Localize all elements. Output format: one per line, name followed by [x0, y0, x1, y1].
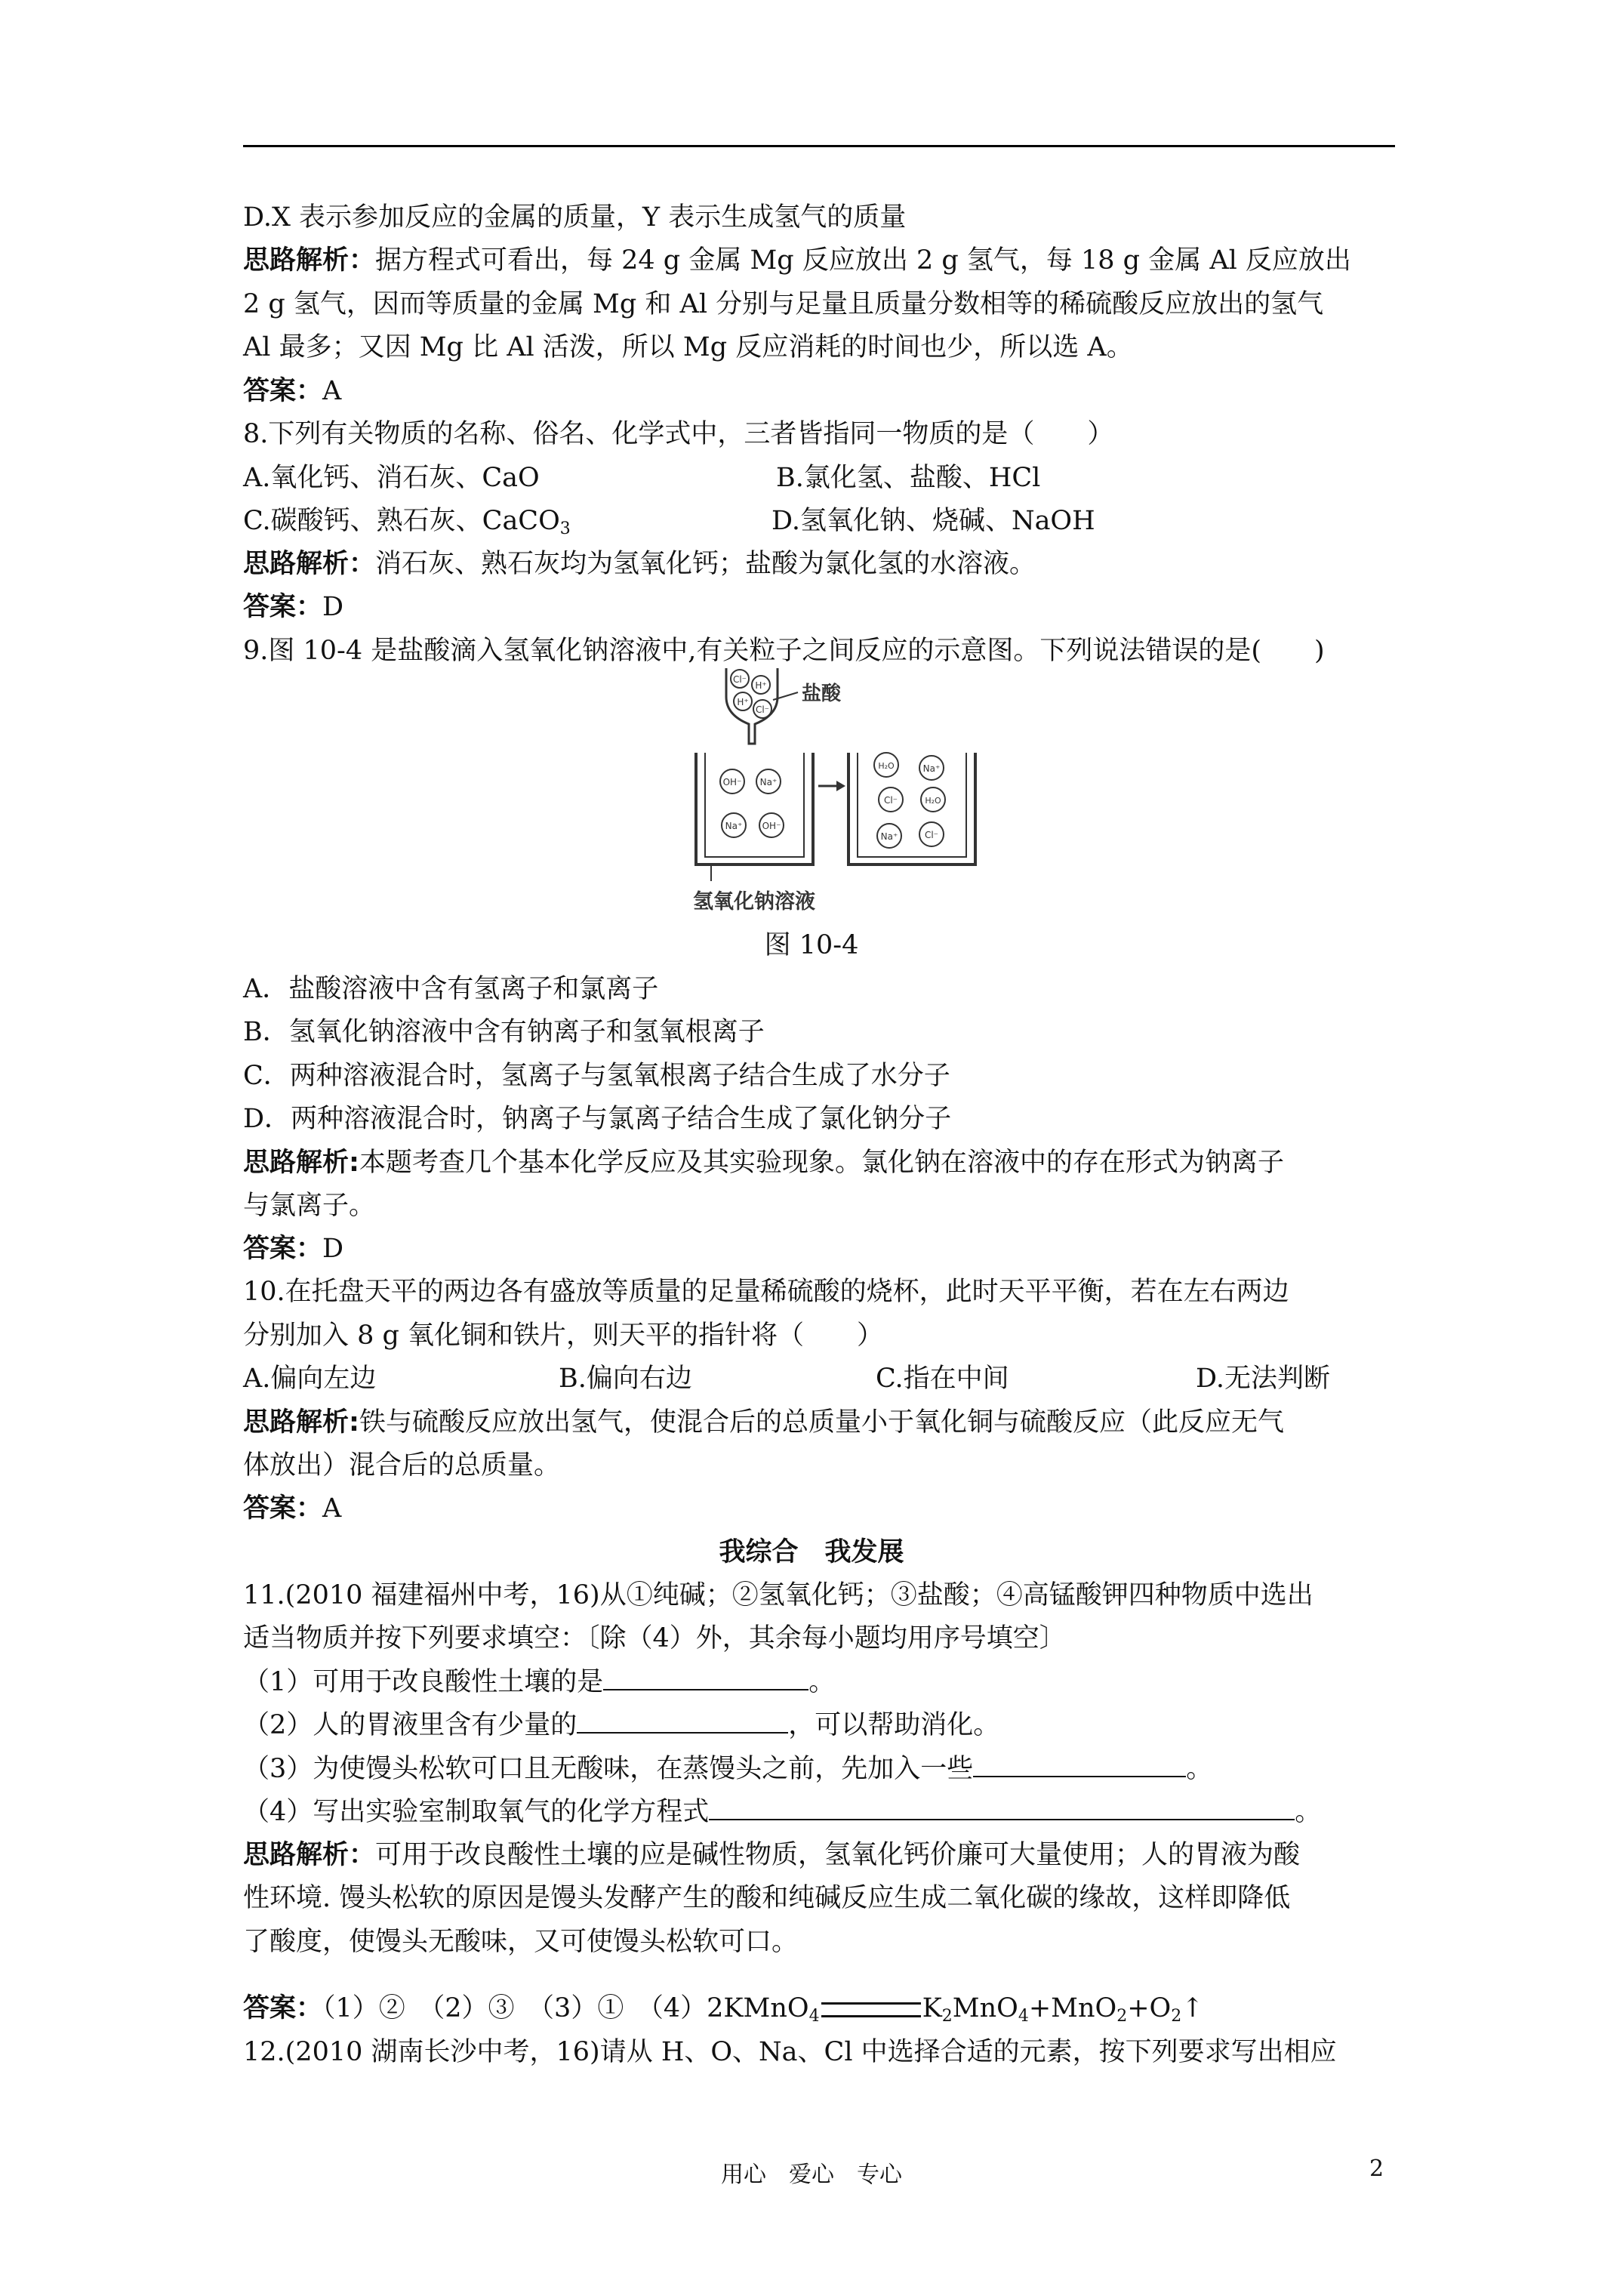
q7-answer — [243, 376, 341, 406]
analysis-label: 思路解析: — [243, 1407, 359, 1438]
answer-label: 答案： — [243, 592, 323, 622]
section-title: 我综合 我发展 — [719, 1537, 904, 1567]
q10-stem-line-2: 分别加入 8 g 氧化铜和铁片，则天平的指针将（ ） — [243, 1321, 884, 1351]
analysis-label: 思路解析： — [243, 1840, 376, 1870]
q11-part-1 — [243, 1667, 835, 1697]
subscript: 2 — [1116, 2007, 1128, 2026]
equation-text: +O — [1127, 1993, 1172, 2023]
answer-blank[interactable] — [603, 1668, 808, 1690]
part-text: （3）为使馒头松软可口且无酸味，在蒸馒头之前，先加入一些 — [243, 1754, 974, 1784]
answer-value: A — [322, 376, 342, 406]
part-text: （1）可用于改良酸性土壤的是 — [243, 1667, 604, 1697]
part-text: （4）写出实验室制取氧气的化学方程式 — [243, 1797, 710, 1827]
part-end: ，可以帮助消化。 — [788, 1710, 1000, 1740]
analysis-label: 思路解析： — [243, 549, 376, 579]
left-ion-4: OH⁻ — [762, 821, 781, 831]
q7-option-d: D.X 表示参加反应的金属的质量，Y 表示生成氢气的质量 — [243, 202, 907, 233]
q11-part-4 — [243, 1797, 1321, 1827]
part-end: 。 — [808, 1667, 836, 1697]
left-ion-1: OH⁻ — [722, 777, 742, 787]
answer-value: （1）② （2）③ （3）① （4）2KMnO — [322, 1993, 809, 2023]
q10-answer — [243, 1493, 341, 1524]
q9-answer — [243, 1234, 343, 1264]
left-ion-2: Na⁺ — [759, 777, 778, 787]
q10-option-c: C.指在中间 — [876, 1364, 1009, 1394]
equation-text: +MnO — [1028, 1993, 1117, 2023]
q7-analysis-line-3: Al 最多；又因 Mg 比 Al 活泼，所以 Mg 反应消耗的时间也少，所以选 A。 — [243, 332, 1133, 362]
q11-analysis-line-1 — [243, 1840, 1300, 1870]
label-naoh: 氢氧化钠溶液 — [693, 890, 815, 914]
q11-stem-line-1: 11.(2010 福建福州中考，16)从①纯碱；②氢氧化钙；③盐酸；④高锰酸钾四种物质中选出 — [243, 1580, 1313, 1610]
q11-part-3 — [243, 1754, 1212, 1784]
answer-blank[interactable] — [577, 1711, 788, 1734]
left-ion-3: Na⁺ — [725, 821, 743, 831]
analysis-text: 本题考查几个基本化学反应及其实验现象。氯化钠在溶液中的存在形式为钠离子 — [359, 1148, 1285, 1178]
equation-text: K — [922, 1993, 942, 2023]
q9-option-d: D．两种溶液混合时，钠离子与氯离子结合生成了氯化钠分子 — [243, 1104, 952, 1134]
q7-analysis-line-2: 2 g 氢气，因而等质量的金属 Mg 和 Al 分别与足量且质量分数相等的稀硫酸反应放出的氢气 — [243, 289, 1324, 319]
q8-option-d: D.氢氧化钠、烧碱、NaOH — [771, 506, 1095, 536]
option-text: C.碳酸钙、熟石灰、CaCO — [243, 506, 560, 536]
q8-stem: 8.下列有关物质的名称、俗名、化学式中，三者皆指同一物质的是（ ） — [243, 419, 1114, 449]
subscript: 2 — [941, 2007, 953, 2026]
q11-answer — [243, 1993, 1204, 2026]
answer-value: D — [322, 1234, 344, 1264]
page-number: 2 — [1369, 2156, 1384, 2182]
q9-analysis-line-1 — [243, 1148, 1284, 1178]
q9-analysis-line-2: 与氯离子。 — [243, 1191, 376, 1221]
funnel-ion-4: Cl⁻ — [755, 704, 770, 715]
part-end: 。 — [1295, 1797, 1322, 1827]
subscript: 4 — [808, 2007, 820, 2026]
q10-analysis-line-2: 体放出）混合后的总质量。 — [243, 1450, 561, 1481]
equation-text: MnO — [952, 1993, 1018, 2023]
footer: 用心 爱心 专心 — [721, 2162, 902, 2188]
q8-option-a: A.氧化钙、消石灰、CaO — [243, 463, 540, 493]
answer-value: A — [322, 1493, 342, 1524]
answer-label: 答案： — [243, 376, 323, 406]
answer-blank[interactable] — [709, 1798, 1295, 1820]
header-rule — [243, 145, 1395, 147]
answer-value: D — [322, 592, 344, 622]
funnel-ion-2: H⁺ — [755, 680, 767, 691]
q10-analysis-line-1 — [243, 1407, 1284, 1438]
label-hcl: 盐酸 — [802, 683, 842, 705]
right-ion-2: Na⁺ — [922, 763, 941, 774]
q11-part-2 — [243, 1710, 999, 1740]
analysis-label: 思路解析： — [243, 245, 376, 276]
q10-stem-line-1: 10.在托盘天平的两边各有盛放等质量的足量稀硫酸的烧杯，此时天平平衡，若在左右两边 — [243, 1277, 1289, 1307]
answer-label: 答案： — [243, 1234, 323, 1264]
q11-analysis-line-3: 了酸度，使馒头无酸味，又可使馒头松软可口。 — [243, 1927, 799, 1957]
q9-option-a: A．盐酸溶液中含有氢离子和氯离子 — [243, 974, 659, 1004]
subscript: 2 — [1171, 2007, 1182, 2026]
reaction-diagram — [688, 668, 989, 917]
q8-option-c — [243, 506, 571, 536]
q8-option-b: B.氯化氢、盐酸、HCl — [776, 463, 1041, 493]
funnel-ion-1: Cl⁻ — [732, 674, 747, 685]
right-ion-6: Cl⁻ — [924, 830, 939, 840]
right-ion-1: H₂O — [878, 761, 895, 771]
part-text: （2）人的胃液里含有少量的 — [243, 1710, 577, 1740]
q10-option-a: A.偏向左边 — [243, 1364, 377, 1394]
gas-arrow-icon: ↑ — [1181, 1993, 1204, 2023]
q8-answer — [243, 592, 343, 622]
part-end: 。 — [1186, 1754, 1213, 1784]
analysis-text: 铁与硫酸反应放出氢气，使混合后的总质量小于氧化铜与硫酸反应（此反应无气 — [359, 1407, 1285, 1438]
q10-option-d: D.无法判断 — [1196, 1364, 1330, 1394]
q9-option-b: B．氢氧化钠溶液中含有钠离子和氢氧根离子 — [243, 1017, 765, 1047]
subscript: 4 — [1018, 2007, 1029, 2026]
analysis-text: 可用于改良酸性土壤的应是碱性物质，氢氧化钙价廉可大量使用；人的胃液为酸 — [375, 1840, 1301, 1870]
q8-analysis — [243, 549, 1036, 579]
funnel-ion-3: H⁺ — [737, 697, 749, 707]
q9-option-c: C．两种溶液混合时，氢离子与氢氧根离子结合生成了水分子 — [243, 1061, 950, 1091]
figure-caption: 图 10-4 — [764, 930, 859, 960]
q7-analysis-line-1 — [243, 245, 1351, 276]
q11-analysis-line-2: 性环境. 馒头松软的原因是馒头发酵产生的酸和纯碱反应生成二氧化碳的缘故，这样即降低 — [243, 1883, 1291, 1913]
q9-stem: 9.图 10-4 是盐酸滴入氢氧化钠溶液中,有关粒子之间反应的示意图。下列说法错误的是( ) — [243, 636, 1325, 666]
right-ion-3: Cl⁻ — [883, 795, 898, 806]
answer-label: 答案： — [243, 1993, 323, 2023]
q12-stem: 12.(2010 湖南长沙中考，16)请从 H、O、Na、Cl 中选择合适的元素，按下列要求写出相应 — [243, 2037, 1337, 2067]
subscript: 3 — [559, 519, 571, 538]
q11-stem-line-2: 适当物质并按下列要求填空：〔除（4）外，其余每小题均用序号填空〕 — [243, 1623, 1066, 1653]
right-ion-4: H₂O — [925, 796, 941, 806]
analysis-text: 据方程式可看出，每 24 g 金属 Mg 反应放出 2 g 氢气，每 18 g 金属 Al 反应放出 — [375, 245, 1351, 276]
answer-blank[interactable] — [973, 1755, 1186, 1777]
right-ion-5: Na⁺ — [880, 831, 898, 842]
answer-label: 答案： — [243, 1493, 323, 1524]
analysis-text: 消石灰、熟石灰均为氢氧化钙；盐酸为氯化氢的水溶液。 — [375, 549, 1036, 579]
analysis-label: 思路解析: — [243, 1148, 359, 1178]
equation-sign — [821, 2002, 921, 2017]
q10-option-b: B.偏向右边 — [559, 1364, 692, 1394]
